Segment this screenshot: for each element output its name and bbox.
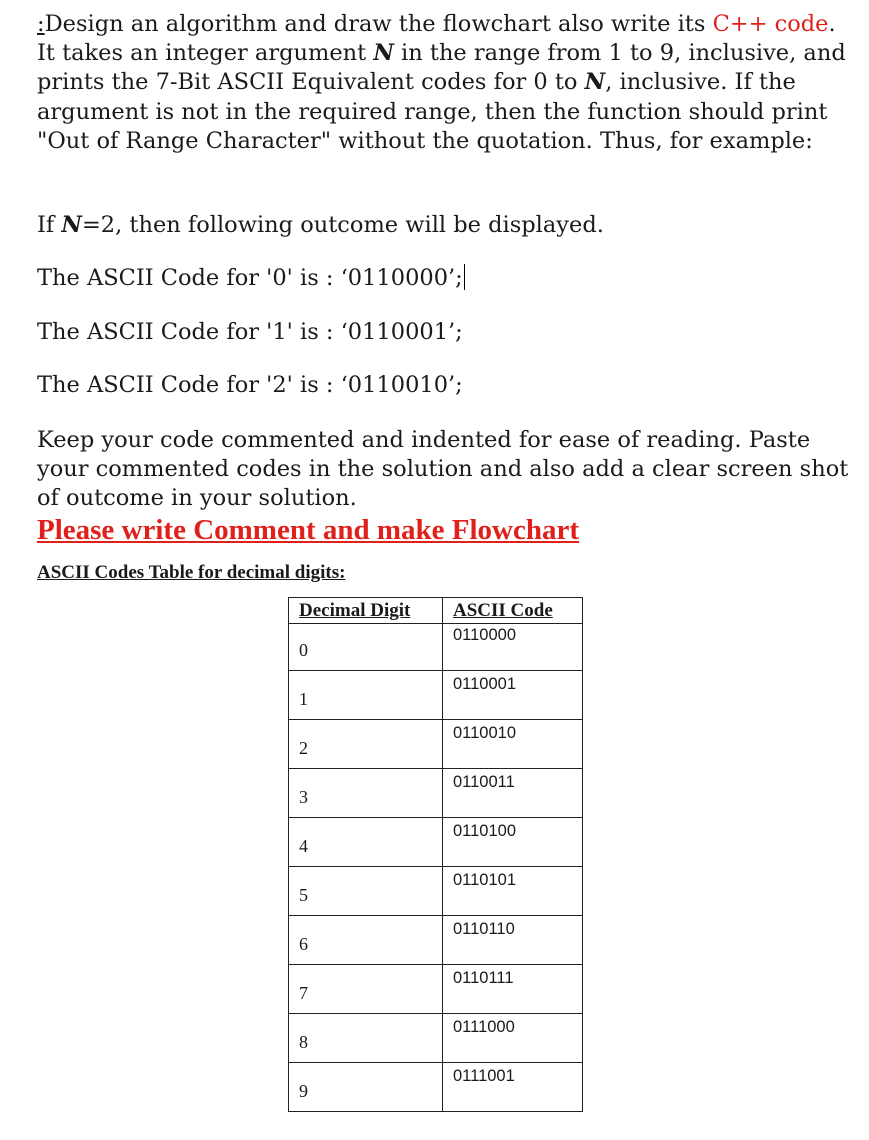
leading-colon: :: [37, 11, 45, 37]
request-heading: Please write Comment and make Flowchart: [37, 514, 580, 546]
code-cell: 0110011: [443, 769, 583, 818]
table-row: [289, 867, 583, 916]
table-row: [289, 671, 583, 720]
digit-cell: 3: [289, 769, 443, 818]
table-row: [289, 769, 583, 818]
n-variable: N: [373, 40, 394, 67]
table-row: [289, 624, 583, 671]
statement-part-4: , inclusive. If the argument is not in the required range, then the function should print "Out of Range Character" without the quotation. Thus, for example:: [37, 69, 828, 154]
code-cell: 0110001: [443, 671, 583, 720]
code-cell: 0110101: [443, 867, 583, 916]
digit-cell: 2: [289, 720, 443, 769]
table-row: [289, 916, 583, 965]
example-output-line-2: The ASCII Code for '2' is : ‘0110010’;: [37, 372, 463, 398]
digit-cell: 1: [289, 671, 443, 720]
statement-part-3: in the range from 1 to 9, inclusive, and prints the 7-Bit ASCII Equivalent codes for 0 to: [37, 40, 846, 96]
digit-cell: 8: [289, 1014, 443, 1063]
table-row: [289, 1063, 583, 1112]
digit-cell: 4: [289, 818, 443, 867]
document-page: [37, 10, 849, 583]
example-output-text-0: The ASCII Code for '0' is : ‘0110000’;: [37, 265, 463, 291]
code-cell: 0110111: [443, 965, 583, 1014]
digit-cell: 7: [289, 965, 443, 1014]
example-n-variable: N: [61, 212, 82, 238]
table-caption: ASCII Codes Table for decimal digits:: [37, 562, 346, 583]
digit-cell: 9: [289, 1063, 443, 1112]
code-cell: 0110100: [443, 818, 583, 867]
header-decimal-digit: Decimal Digit: [289, 598, 443, 624]
table-row: [289, 1014, 583, 1063]
header-ascii-code: ASCII Code: [443, 598, 583, 624]
digit-cell: 0: [289, 624, 443, 671]
digit-cell: 6: [289, 916, 443, 965]
example-output-line-0: [37, 264, 465, 293]
ascii-codes-table: [288, 597, 583, 1112]
code-cell: 0111000: [443, 1014, 583, 1063]
example-suffix: =2, then following outcome will be displayed.: [81, 212, 604, 238]
code-cell: 0111001: [443, 1063, 583, 1112]
code-cell: 0110000: [443, 624, 583, 671]
cpp-code-highlight: C++ code: [712, 11, 829, 37]
instructions-paragraph: Keep your code commented and indented for ease of reading. Paste your commented codes in the solution and also add a clear screen shot of outcome in your solution.: [37, 427, 849, 512]
statement-part-1: Design an algorithm and draw the flowchart also write its: [44, 11, 713, 37]
example-prefix: If: [37, 212, 62, 238]
table-header-row: [289, 598, 583, 624]
text-cursor: [464, 264, 465, 290]
n-variable-2: N: [584, 69, 606, 96]
example-output-line-1: The ASCII Code for '1' is : ‘0110001’;: [37, 319, 463, 345]
table-row: [289, 720, 583, 769]
table-row: [289, 818, 583, 867]
example-intro: [37, 211, 604, 240]
code-cell: 0110010: [443, 720, 583, 769]
statement-part-2: . It takes an integer argument: [37, 11, 836, 67]
table-row: [289, 965, 583, 1014]
digit-cell: 5: [289, 867, 443, 916]
code-cell: 0110110: [443, 916, 583, 965]
problem-statement: [37, 10, 849, 156]
